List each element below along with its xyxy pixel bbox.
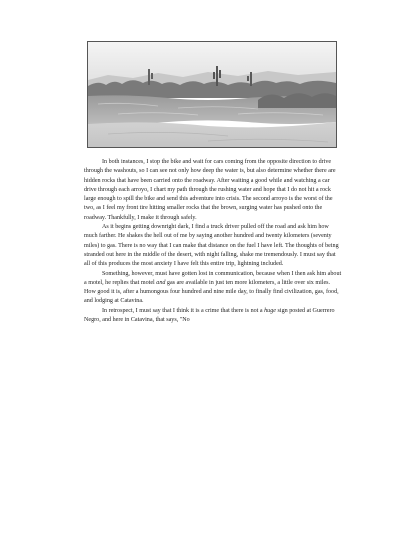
paragraph-text: sign posted at Guerrero Negro, and here in Catavina, that says, "No [84, 307, 335, 324]
paragraph-text: gas are available in just ten more kilometers, a little over six miles. How good it is, after a humongous four hundred and nine mile day, to finally find civilization, gas, food, and lodging at Catavina. [84, 279, 339, 305]
body-text [84, 158, 342, 325]
italic-text: and [156, 279, 166, 286]
paragraph [84, 158, 342, 223]
paragraph-text: In retrospect, I must say that I think it is a crime that there is not a [102, 307, 265, 314]
paragraph [84, 223, 342, 269]
paragraph-text: As it begins getting downright dark, I find a truck driver pulled off the road and ask him how much farther. He shakes the hell out of me by saying another hundred and twenty kilometers (seventy miles) to gas. There is no way that I can make that distance on the fuel I have left. The thoughts of being stranded out here in the middle of the desert, with night falling, shake me tremendously. I must say that all of this produces the most anxiety I have felt this entire trip, lightning included. [84, 224, 339, 268]
paragraph-text: In both instances, I stop the bike and wait for cars coming from the opposite direction to drive through the washouts, so I can see not only how deep the water is, but also determine whether there are hidden rocks that have been carried onto the roadway. After waiting a good while and watching a car drive through each arroyo, I chart my path through the rushing water and hope that I do not hit a rock large enough to spill the bike and send this adventure into crisis. The second arroyo is the worst of the two, as I feel my front tire hitting smaller rocks that the brown, surging water has pushed onto the roadway. Thankfully, I make it through safely. [84, 159, 336, 221]
desert-washout-photo [87, 41, 337, 148]
italic-text: huge [264, 307, 276, 314]
paragraph [84, 270, 342, 307]
paragraph [84, 307, 342, 326]
paragraph-text: Something, however, must have gotten lost in communication, because when I then ask him about a motel, he replies that motel [84, 270, 342, 286]
photo-image [88, 42, 336, 147]
